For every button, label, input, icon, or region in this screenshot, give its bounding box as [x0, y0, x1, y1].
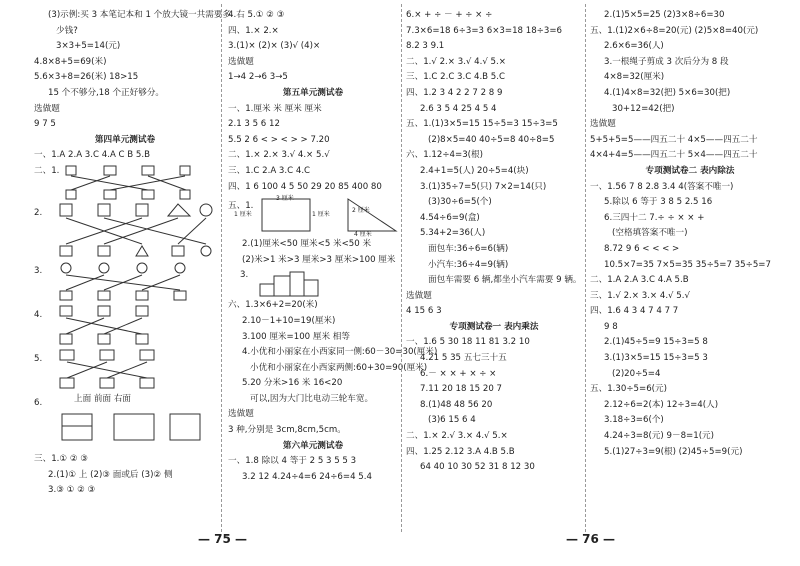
text-line: 3.(1)35÷7=5(只) 7×2=14(只): [420, 181, 547, 192]
text-line: 二、1.: [34, 165, 60, 176]
text-line: 一、1.56 7 8 2.8 3.4 4(答案不唯一): [590, 181, 734, 192]
text-line: 小汽车:36÷4=9(辆): [428, 259, 509, 270]
text-line: (2)8×5=40 40÷5=8 40÷8=5: [428, 134, 555, 145]
text-line: 9 8: [604, 321, 618, 332]
column-divider: [585, 4, 586, 532]
text-line: 二、1.× 2.√ 3.× 4.√ 5.×: [406, 431, 508, 442]
text-line: 选做题: [228, 409, 254, 420]
text-line: 5.除以 6 等于 3 8 5 2.5 16: [604, 197, 713, 208]
view-labels: 上面 前面 右面: [74, 393, 132, 404]
text-line: 2.1 3 5 6 12: [228, 119, 280, 130]
text-line: 四、1.6 4 3 4 7 4 7 7: [590, 306, 679, 317]
text-line: 五、1.(1)2×6÷8=20(元) (2)5×8=40(元): [590, 25, 759, 36]
matching-figure-5: [34, 348, 216, 392]
object-matching-diagram: [56, 348, 216, 390]
matching-figure-4: [34, 304, 216, 348]
text-line: 10.5×7=35 7×5=35 35÷5=7 35÷5=7: [604, 259, 771, 270]
text-line: 4×8=32(厘米): [604, 72, 665, 83]
text-line: 5.: [34, 353, 43, 364]
text-line: 3.(1)× (2)× (3)√ (4)×: [228, 41, 321, 52]
text-line: 7.11 20 18 15 20 7: [420, 384, 503, 395]
section-title: 第四单元测试卷: [94, 134, 156, 145]
text-line: 三、1.① ② ③: [34, 453, 88, 464]
text-line: 8.2 3 9.1: [406, 41, 445, 52]
text-line: 3.(1)3×5=15 15÷3=5 3: [604, 353, 708, 364]
text-line: 9 7 5: [34, 119, 56, 130]
text-line: 5.34+2=36(人): [420, 228, 486, 239]
matching-figure-1: [34, 164, 216, 200]
column-divider: [221, 4, 222, 532]
text-line: 5+5+5=5——四五二十 4×5——四五二十: [590, 134, 758, 145]
animal-matching-diagram: [56, 304, 216, 346]
text-line: 2.(1)① 上 (2)③ 面或后 (3)② 侧: [48, 469, 173, 480]
matching-figure-2: [34, 200, 216, 260]
drawing-figure: [228, 195, 398, 237]
text-line: 30+12=42(把): [612, 103, 675, 114]
page-number-left: — 75 —: [198, 532, 248, 546]
rect-left-label: 1 厘米: [234, 211, 252, 219]
column-3: [406, 8, 582, 528]
text-line: 4.54÷6=9(盒): [420, 212, 480, 223]
text-line: 五、1.(1)3×5=15 15÷5=3 15÷3=5: [406, 119, 558, 130]
text-line: 2.(1)45÷5=9 15÷3=5 8: [604, 337, 708, 348]
text-line: 3.: [240, 270, 249, 281]
text-line: 二、1.√ 2.× 3.√ 4.√ 5.×: [406, 56, 506, 67]
text-line: 选做题: [228, 56, 254, 67]
text-line: 可以,因为大门比电动三轮车宽。: [250, 393, 374, 404]
text-line: (2)米>1 米>3 厘米>3 厘米>100 厘米: [242, 254, 396, 265]
text-line: 少钱?: [56, 25, 78, 36]
text-line: (3)6 15 6 4: [428, 415, 476, 426]
three-views-figure: [34, 392, 216, 452]
rect-right-label: 1 厘米: [312, 211, 330, 219]
text-line: 一、1.厘米 米 厘米 厘米: [228, 103, 322, 114]
text-line: 5.20 分米>16 米 16<20: [242, 378, 343, 389]
shape-matching-diagram: [56, 202, 216, 260]
text-line: 4.(1)4×8=32(把) 5×6=30(把): [604, 87, 731, 98]
text-line: 四、1.25 2.12 3.A 4.B 5.B: [406, 446, 515, 457]
tri-bottom-label: 4 厘米: [354, 231, 372, 239]
view-matching-diagram: [56, 260, 216, 302]
bar-figure: [228, 268, 398, 298]
text-line: 3.: [34, 265, 43, 276]
page-number-right: — 76 —: [566, 532, 616, 546]
text-line: 6.－ × × + × ÷ ×: [420, 368, 497, 379]
text-line: 7.3×6=18 6÷3=3 6×3=18 18÷3=6: [406, 25, 563, 36]
text-line: 5.(1)27÷3=9(根) (2)45÷5=9(元): [604, 446, 743, 457]
text-line: 六、1.3×6+2=20(米): [228, 300, 318, 311]
text-line: 面包车:36÷6=6(辆): [428, 243, 509, 254]
text-line: 4.右 5.① ② ③: [228, 10, 285, 20]
text-line: (3)示例:买 3 本笔记本和 1 个放大镜一共需要多: [48, 10, 232, 20]
text-line: 五、1.: [228, 201, 254, 212]
text-line: 四、1.2 3 4 2 2 7 2 8 9: [406, 87, 503, 98]
text-line: 选做题: [590, 119, 616, 130]
text-line: 3 种,分别是 3cm,8cm,5cm。: [228, 425, 346, 436]
text-line: (空格填答案不唯一): [612, 228, 688, 239]
matching-figure-3: [34, 260, 216, 304]
text-line: 3.一根绳子剪成 3 次后分为 8 段: [604, 56, 729, 67]
rect-top-label: 3 厘米: [276, 195, 294, 203]
text-line: 选做题: [34, 103, 60, 114]
three-views-diagram: [56, 408, 216, 450]
step-diagram: [258, 270, 338, 298]
text-line: 2.6×6=36(人): [604, 41, 664, 52]
text-line: 四、1 6 100 4 5 50 29 20 85 400 80: [228, 181, 382, 192]
text-line: 二、1.A 2.A 3.C 4.A 5.B: [590, 275, 689, 286]
text-line: 6.: [34, 397, 43, 408]
text-line: 1→4 2→6 3→5: [228, 72, 288, 83]
text-line: 一、1.8 除以 4 等于 2 5 3 5 5 3: [228, 456, 357, 467]
text-line: 2.12÷6=2(本) 12÷3=4(人): [604, 399, 719, 410]
text-line: 4.21 5 35 五七三十五: [420, 353, 507, 364]
text-line: 一、1.A 2.A 3.C 4.A C B 5.B: [34, 150, 151, 161]
text-line: 小优和小丽家在小西家两侧:60+30=90(厘米): [250, 362, 428, 373]
text-line: 8.72 9 6 < < < >: [604, 243, 680, 254]
text-line: 三、1.C 2.C 3.C 4.B 5.C: [406, 72, 506, 83]
text-line: 二、1.× 2.× 3.√ 4.× 5.√: [228, 150, 330, 161]
text-line: 五、1.30÷5=6(元): [590, 384, 667, 395]
text-line: 64 40 10 30 52 31 8 12 30: [420, 462, 535, 473]
text-line: 4.: [34, 309, 43, 320]
text-line: 4×4+4=5——四五二十 5×4——四五二十: [590, 150, 758, 161]
column-1: [34, 8, 232, 528]
column-divider: [401, 4, 402, 532]
section-title: 第六单元测试卷: [282, 440, 344, 451]
text-line: 3.2 12 4.24÷4=6 24÷6=4 5.4: [242, 471, 372, 482]
matching-diagram: [56, 164, 216, 200]
text-line: 2.(1)厘米<50 厘米<5 米<50 米: [242, 239, 372, 250]
text-line: 6.× + ÷ － + ÷ × ÷: [406, 10, 493, 20]
text-line: 3.18÷3=6(个): [604, 415, 664, 426]
text-line: 2.(1)5×5=25 (2)3×8÷6=30: [604, 10, 725, 20]
text-line: 8.(1)48 48 56 20: [420, 399, 493, 410]
text-line: 3.100 厘米=100 厘米 相等: [242, 331, 350, 342]
section-title: 第五单元测试卷: [282, 87, 344, 98]
text-line: 5.5 2 6 < > < > > 7.20: [228, 134, 330, 145]
text-line: 2.10－1+10=19(厘米): [242, 315, 336, 326]
text-line: 3×3+5=14(元): [56, 41, 121, 52]
text-line: 三、1.√ 2.× 3.× 4.√ 5.√: [590, 290, 690, 301]
column-4: [590, 8, 790, 528]
text-line: 4.24÷3=8(元) 9－8=1(元): [604, 431, 714, 442]
text-line: 三、1.C 2.A 3.C 4.C: [228, 165, 311, 176]
tri-side-label: 2 厘米: [352, 207, 370, 215]
text-line: (2)20÷5=4: [612, 368, 661, 379]
text-line: 5.6×3+8=26(米) 18>15: [34, 72, 139, 83]
text-line: 4.8×8+5=69(米): [34, 56, 107, 67]
text-line: 2.4+1=5(人) 20÷5=4(块): [420, 165, 529, 176]
text-line: 3.③ ① ② ③: [48, 485, 96, 496]
text-line: 四、1.× 2.×: [228, 25, 279, 36]
section-title: 专项测试卷一 表内乘法: [449, 321, 539, 332]
text-line: 6.三四十二 7.÷ ÷ × × +: [604, 212, 705, 223]
text-line: 一、1.6 5 30 18 11 81 3.2 10: [406, 337, 530, 348]
text-line: 六、1.12÷4=3(根): [406, 150, 483, 161]
text-line: 选做题: [406, 290, 432, 301]
text-line: (3)30÷6=5(个): [428, 197, 492, 208]
text-line: 2.6 3 5 4 25 4 5 4: [420, 103, 497, 114]
section-title: 专项测试卷二 表内除法: [645, 165, 735, 176]
text-line: 4.小优和小丽家在小西家同一侧:60－30=30(厘米): [242, 347, 438, 358]
text-line: 15 个不够分,18 个正好够分。: [48, 87, 165, 98]
text-line: 2.: [34, 207, 43, 218]
text-line: 面包车需要 6 辆,都坐小汽车需要 9 辆。: [428, 275, 582, 286]
text-line: 4 15 6 3: [406, 306, 442, 317]
